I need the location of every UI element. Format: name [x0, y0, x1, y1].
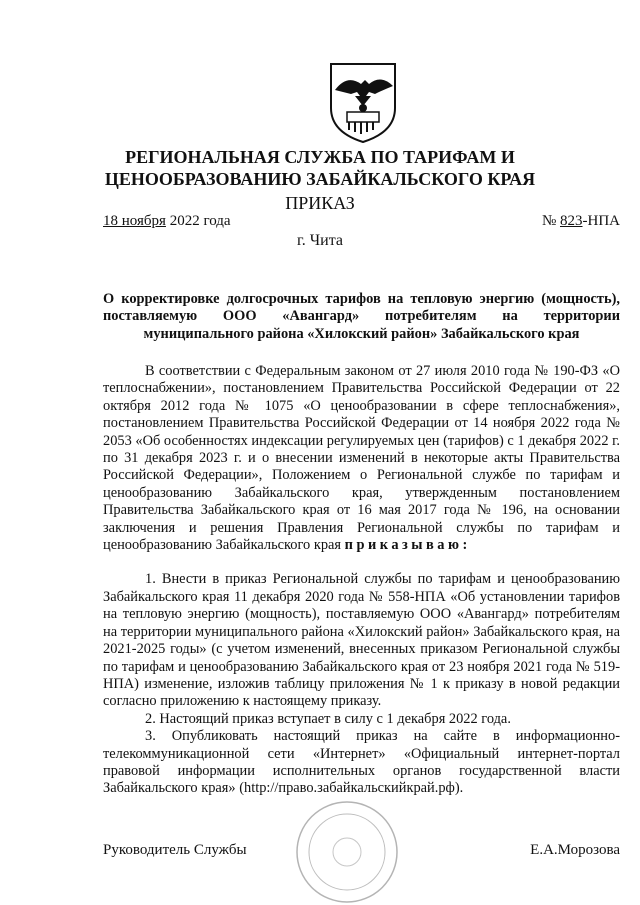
document-subject: О корректировке долгосрочных тарифов на тепловую энергию (мощность), поставляемую ООО «Авангард» потребителям на территории муниципального района «Хилокский район» Забайкальского края — [103, 291, 620, 342]
organization-name-line1: РЕГИОНАЛЬНАЯ СЛУЖБА ПО ТАРИФАМ И — [125, 147, 515, 167]
date-year: 2022 года — [165, 213, 231, 229]
item-3: 3. Опубликовать настоящий приказ на сайте в информационно-телекоммуникационной сети «Интернет» «Официальный интернет-портал правовой информации исполнительных органов государственной власти Забайкальского края» (http://право.забайкальскийкрай.рф). — [103, 728, 620, 797]
document-city: г. Чита — [296, 232, 343, 249]
item-2: 2. Настоящий приказ вступает в силу с 1 декабря 2022 года. — [145, 710, 511, 727]
date-day-month: 18 ноября — [103, 213, 166, 229]
signer-name: Е.А.Морозова — [530, 842, 620, 858]
organization-name-line2: ЦЕНООБРАЗОВАНИЮ ЗАБАЙКАЛЬСКОГО КРАЯ — [104, 169, 536, 189]
coat-of-arms-emblem — [325, 60, 401, 144]
number-prefix: № — [541, 213, 560, 229]
document-type: ПРИКАЗ — [285, 193, 355, 213]
document-date — [103, 213, 231, 230]
number-value: 823 — [560, 213, 583, 229]
item-1: 1. Внести в приказ Региональной службы по тарифам и ценообразованию Забайкальского края 11 декабря 2020 года № 558-НПА «Об установлении тарифов на тепловую энергию (мощность), поставляемую ООО «Авангард» потребителям на территории муниципального района «Хилокский район» Забайкальского края, на 2021-2025 годы» (с учетом изменений, внесенных приказом Региональной службы по тарифам и ценообразованию Забайкальского края от 23 ноября 2021 года № 519-НПА) изменение, изложив таблицу приложения № 1 к приказу в новой редакции согласно приложению к настоящему приказу. — [103, 571, 620, 710]
official-seal-stamp — [282, 790, 412, 905]
order-word: приказываю: — [344, 537, 471, 554]
document-number — [542, 213, 620, 230]
preamble-text: В соответствии с Федеральным законом от 27 июля 2010 года № 190-ФЗ «О теплоснабжении», постановлением Правительства Российской Федерации от 22 октября 2012 года № 1075 «О ценообразовании в сфере теплоснабжения», постановлением Правительства Российской Федерации от 14 ноября 2022 года № 2053 «Об особенностях индексации регулируемых цен (тарифов) с 1 декабря 2022 г. по 31 декабря 2023 г. и о внесении изменений в некоторые акты Правительства Российской Федерации», Положением о Региональной службе по тарифам и ценообразованию Забайкальского края, утвержденным постановлением Правительства Забайкальского края от 16 мая 2017 года № 196, на основании заключения и решения Правления Региональной службы по тарифам и ценообразованию Забайкальского края — [103, 363, 620, 554]
number-suffix: -НПА — [582, 213, 620, 229]
document-body — [103, 363, 620, 798]
signer-position: Руководитель Службы — [103, 842, 247, 858]
preamble-paragraph — [103, 363, 620, 554]
